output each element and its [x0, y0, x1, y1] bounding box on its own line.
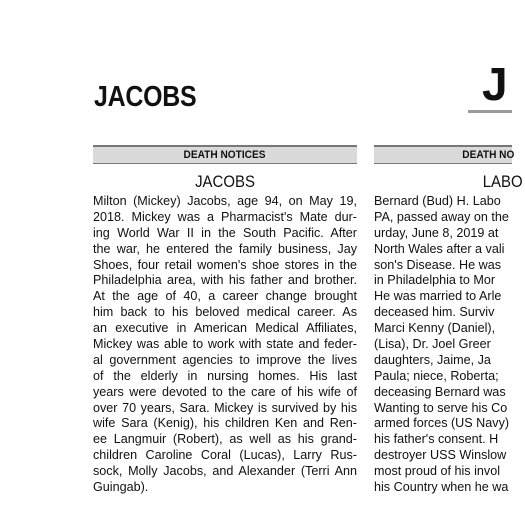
obituary-line: years were devoted to the care of his wife of: [93, 384, 357, 399]
obituary-line: his father's consent. H: [374, 432, 499, 447]
obituary-name: [374, 172, 523, 192]
obituary-name: [93, 172, 357, 192]
obituary-line: Guingab).: [93, 480, 149, 495]
obituary-line: Philadelphia area, with his father and brother.: [93, 273, 357, 288]
obituary-line: Paula; niece, Roberta;: [374, 368, 499, 383]
obituary-line: of the elderly in nursing homes. His last: [93, 368, 357, 383]
obituary-line: son's Disease. He was: [374, 257, 501, 272]
obituary-line: children Caroline Coral (Lucas), Larry Rus-: [93, 448, 357, 463]
obituary-line: sock, Molly Jacobs, and Alexander (Terri Ann: [93, 464, 357, 479]
obituary-line: North Wales after a vali: [374, 241, 505, 256]
obituary-line: him back to his beloved medical career. As: [93, 305, 357, 320]
obituary-line: deceased him. Surviv: [374, 305, 495, 320]
obituary-line: ee Langmuir (Robert), as well as his grand-: [93, 432, 357, 447]
obituary-line: Marci Kenny (Daniel),: [374, 321, 496, 336]
obituary-line: most proud of his invol: [374, 464, 500, 479]
section-header-label: DEATH NO: [462, 149, 515, 161]
obituary-line: He was married to Arle: [374, 289, 502, 304]
death-notice-column-left: [93, 145, 357, 512]
obituary-line: in Philadelphia to Mor: [374, 273, 496, 288]
death-notice-column-right: [374, 145, 523, 512]
page-title: JACOBS: [94, 81, 197, 113]
obituary-line: Wanting to serve his Co: [374, 400, 508, 415]
obituary-line: Bernard (Bud) H. Labo: [374, 194, 501, 208]
obituary-line: deceasing Bernard was: [374, 384, 506, 399]
obituary-line: his Country when he wa: [374, 480, 509, 495]
obituary-body: [374, 194, 512, 496]
next-page-title-fragment: J: [482, 58, 508, 110]
obituary-line: PA, passed away on the: [374, 209, 509, 224]
section-header: [374, 145, 515, 164]
obituary-line: over 70 years, Sara. Mickey is survived by his: [93, 400, 357, 415]
obituary-name-text: LABO: [482, 172, 523, 191]
title-rule: [468, 110, 512, 113]
obituary-line: ing World War II in the South Pacific. After: [93, 225, 357, 240]
obituary-line: al government agencies to improve the lives: [93, 352, 357, 367]
obituary-line: At the age of 40, a career change brought: [93, 289, 357, 304]
obituary-line: destroyer USS Winslow: [374, 448, 507, 463]
obituary-line: armed forces (US Navy): [374, 416, 510, 431]
obituary-line: wife Sara (Kenig), his children Ken and Ren-: [93, 416, 357, 431]
obituary-line: urday, June 8, 2019 at: [374, 225, 499, 240]
section-header: [93, 145, 357, 164]
obituary-line: (Lisa), Dr. Joel Greer: [374, 337, 491, 352]
obituary-line: the war, he entered the family business, Jay: [93, 241, 357, 256]
obituary-line: Mickey was able to work with state and feder-: [93, 337, 357, 352]
obituary-body: [93, 194, 357, 496]
obituary-line: Milton (Mickey) Jacobs, age 94, on May 19,: [93, 194, 357, 208]
obituary-name-text: JACOBS: [195, 172, 255, 191]
obituary-line: Shoes, four retail women's shoe stores in the: [93, 257, 357, 272]
obituary-line: daughters, Jaime, Ja: [374, 352, 491, 367]
obituary-line: an executive in American Medical Affiliates,: [93, 321, 357, 336]
obituary-line: 2018. Mickey was a Pharmacist's Mate dur-: [93, 209, 357, 224]
section-header-label: DEATH NOTICES: [184, 149, 266, 161]
